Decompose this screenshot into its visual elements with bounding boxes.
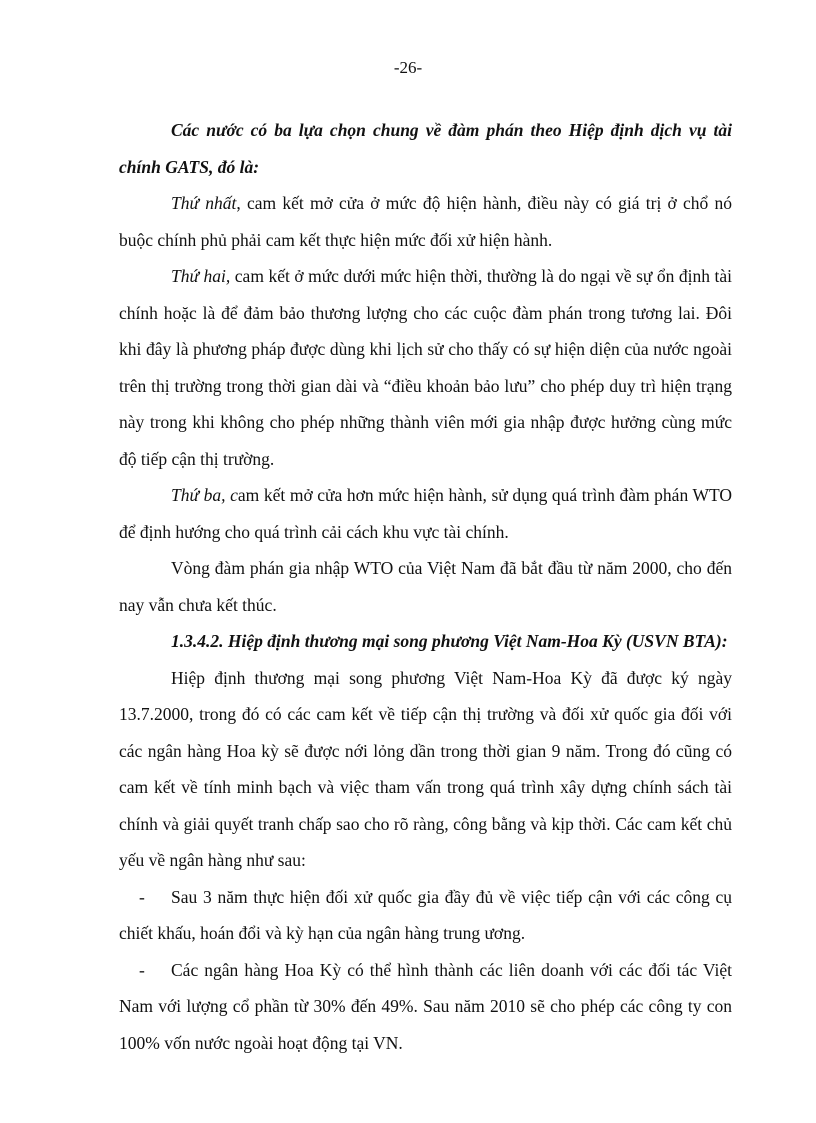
bullet-dash: - [139,959,145,980]
section-heading: 1.3.4.2. Hiệp định thương mại song phương Việt Nam-Hoa Kỳ (USVN BTA): [171,631,728,651]
paragraph-third-option [119,477,732,550]
third-option-lead: Thứ ba, c [171,485,238,505]
third-option-text: am kết mở cửa hơn mức hiện hành, sử dụng quá trình đàm phán WTO để định hướng cho quá trình cải cách khu vực tài chính. [119,485,733,542]
page-number: -26- [393,58,423,77]
list-item-text: Các ngân hàng Hoa Kỳ có thể hình thành các liên doanh với các đối tác Việt Nam với lượng cổ phần từ 30% đến 49%. Sau năm 2010 sẽ cho phép các công ty con 100% vốn nước ngoài hoạt động tại VN. [119,959,732,1053]
paragraph-bta: Hiệp định thương mại song phương Việt Nam-Hoa Kỳ đã được ký ngày 13.7.2000, trong đó có các cam kết về tiếp cận thị trường và đối xử quốc gia đối với các ngân hàng Hoa kỳ sẽ được nới lỏng dần trong thời gian 9 năm. Trong đó cũng có cam kết về tính minh bạch và việc tham vấn trong quá trình xây dựng chính sách tài chính và giải quyết tranh chấp sao cho rõ ràng, công bằng và kịp thời. Các cam kết chủ yếu về ngân hàng như sau: [119,667,732,870]
first-option-text: , cam kết mở cửa ở mức độ hiện hành, điều này có giá trị ở chổ nó buộc chính phủ phải cam kết thực hiện mức đối xử hiện hành. [119,193,733,250]
list-item [119,952,732,1062]
document-body [119,112,732,1061]
second-option-text: cam kết ở mức dưới mức hiện thời, thường là do ngại về sự ổn định tài chính hoặc là để đảm bảo thương lượng cho các cuộc đàm phán trong tương lai. Đôi khi đây là phương pháp được dùng khi lịch sử cho thấy có sự hiện diện của nước ngoài trên thị trường trong thời gian dài và “điều khoản bảo lưu” cho phép duy trì hiện trạng này trong khi không cho phép những thành viên mới gia nhập được hưởng cùng mức độ tiếp cận thị trường. [119,266,733,469]
list-item-text: Sau 3 năm thực hiện đối xử quốc gia đầy đủ về việc tiếp cận với các công cụ chiết khấu, hoán đổi và kỳ hạn của ngân hàng trung ương. [119,886,732,943]
bullet-dash: - [139,886,145,907]
second-option-lead: Thứ hai, [171,266,231,286]
paragraph-first-option [119,185,732,258]
intro-paragraph: Các nước có ba lựa chọn chung về đàm phán theo Hiệp định dịch vụ tài chính GATS, đó là: [119,120,732,177]
paragraph-second-option [119,258,732,477]
first-option-lead: Thứ nhất [171,193,237,213]
list-item [119,879,732,952]
paragraph-wto-accession: Vòng đàm phán gia nhập WTO của Việt Nam đã bắt đầu từ năm 2000, cho đến nay vẫn chưa kết thúc. [119,558,732,615]
